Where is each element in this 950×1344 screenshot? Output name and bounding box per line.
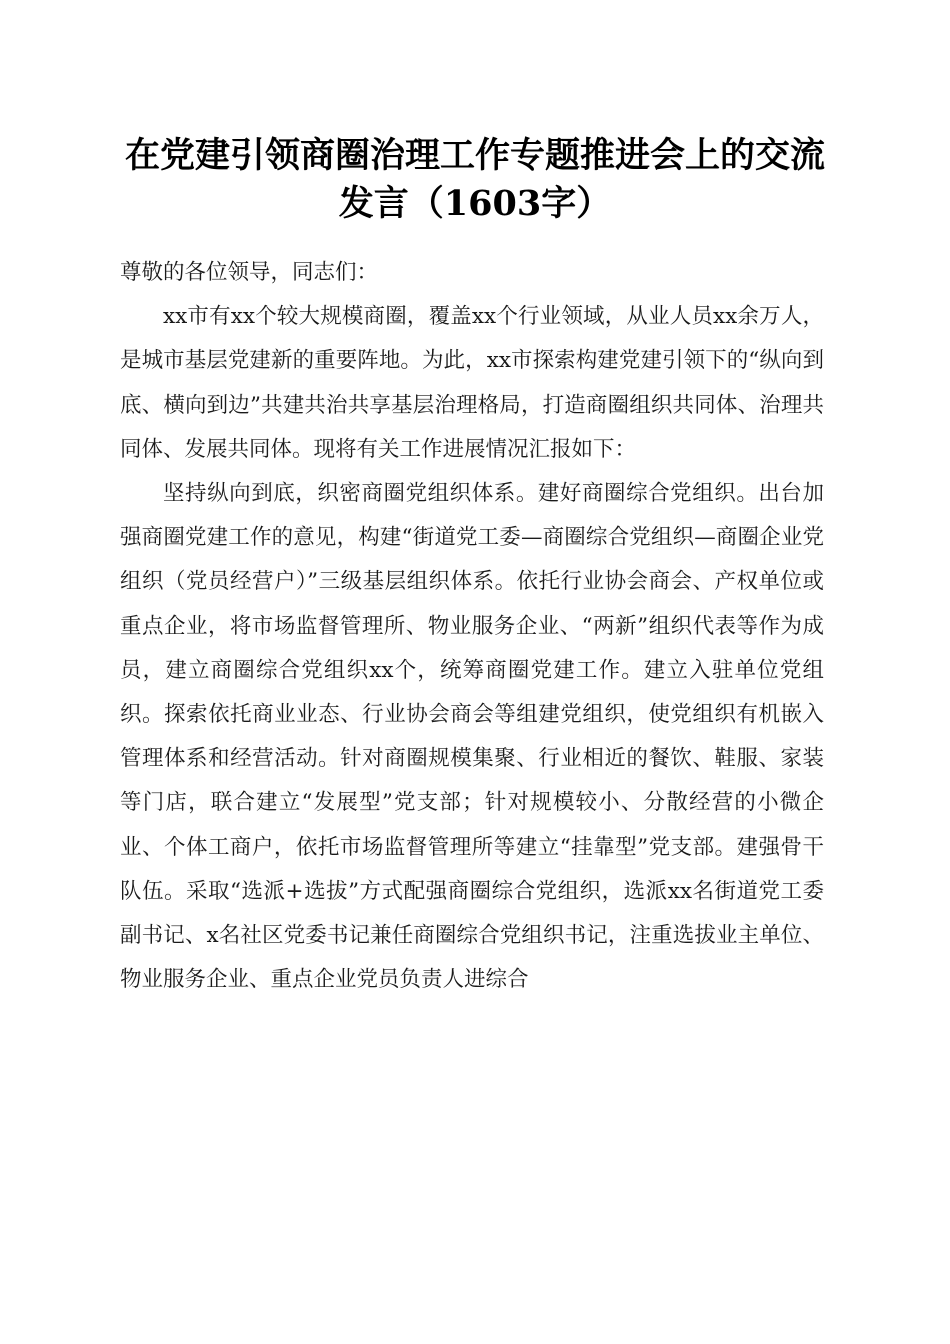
title-line-1: 在党建引领商圈治理工作专题推进会上的交流	[124, 135, 825, 176]
paragraph-vertical: 坚持纵向到底，织密商圈党组织体系。建好商圈综合党组织。出台加强商圈党建工作的意见，构建“街道党工委—商圈综合党组织—商圈企业党组织（党员经营户）”三级基层组织体系。依托行业协会商会、产权单位或重点企业，将市场监督管理所、物业服务企业、“两新”组织代表等作为成员，建立商圈综合党组织xx个，统筹商圈党建工作。建立入驻单位党组织。探索依托商业业态、行业协会商会等组建党组织，使党组织有机嵌入管理体系和经营活动。针对商圈规模集聚、行业相近的餐饮、鞋服、家装等门店，联合建立“发展型”党支部；针对规模较小、分散经营的小微企业、个体工商户，依托市场监督管理所等建立“挂靠型”党支部。建强骨干队伍。采取“选派+选拔”方式配强商圈综合党组织，选派xx名街道党工委副书记、x名社区党委书记兼任商圈综合党组织书记，注重选拔业主单位、物业服务企业、重点企业党员负责人进综合	[120, 481, 824, 993]
document-title	[110, 132, 840, 228]
salutation: 尊敬的各位领导，同志们：	[120, 260, 379, 285]
document-body	[120, 251, 824, 1002]
paragraph-intro: xx市有xx个较大规模商圈，覆盖xx个行业领域，从业人员xx余万人，是城市基层党建新的重要阵地。为此，xx市探索构建党建引领下的“纵向到底、横向到边”共建共治共享基层治理格局，打造商圈组织共同体、治理共同体、发展共同体。现将有关工作进展情况汇报如下：	[120, 304, 824, 462]
title-line-2: 发言（1603字）	[338, 183, 612, 224]
